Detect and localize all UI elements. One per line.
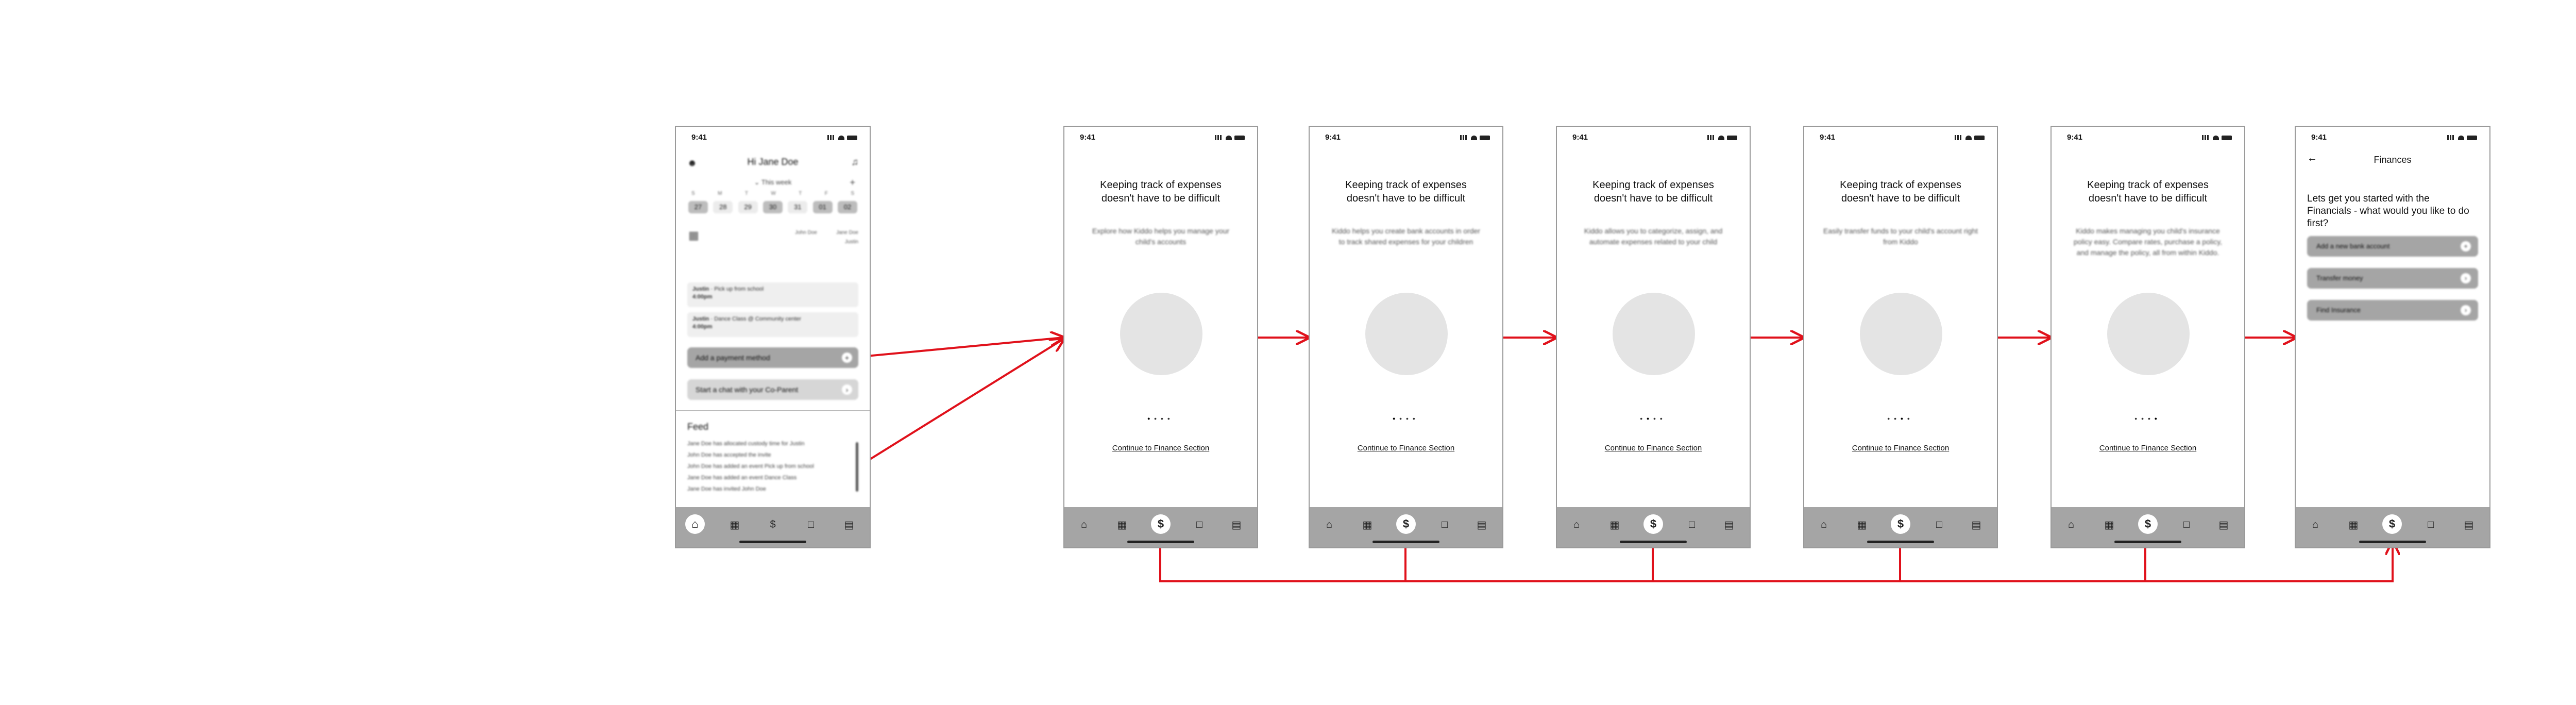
tab-bar — [2052, 507, 2244, 547]
page-dot[interactable]: • — [2134, 414, 2142, 423]
page-dot[interactable]: • — [1147, 414, 1155, 423]
tab-home[interactable]: ⌂ — [1080, 518, 1088, 530]
wifi-icon — [1965, 136, 1972, 140]
page-dot[interactable]: • — [1412, 414, 1419, 423]
tab-calendar[interactable]: ▦ — [730, 519, 740, 531]
tab-home[interactable]: ⌂ — [1820, 518, 1827, 530]
tab-messages[interactable]: □ — [1441, 518, 1448, 530]
home-indicator — [1620, 541, 1687, 543]
signal-icon — [1707, 135, 1716, 140]
page-dot[interactable]: • — [1659, 414, 1667, 423]
page-indicator — [1557, 414, 1750, 423]
onboarding-title: Keeping track of expenses doesn't have to be difficult — [1100, 179, 1222, 204]
home-indicator — [1867, 541, 1934, 543]
home-indicator — [1127, 541, 1194, 543]
page-dot[interactable]: • — [2154, 414, 2161, 423]
continue-to-finance-link[interactable]: Continue to Finance Section — [1112, 444, 1210, 452]
page-dot[interactable]: • — [1887, 414, 1894, 423]
page-dot[interactable]: • — [1154, 414, 1161, 423]
page-indicator — [1804, 414, 1997, 423]
feed-item: Jane Doe has invited John Doe — [687, 486, 766, 492]
profile-icon[interactable]: ☻ — [687, 158, 697, 168]
week-days — [688, 201, 857, 213]
onboarding-screen-1 — [1063, 126, 1258, 548]
tab-finances[interactable]: $ — [2382, 514, 2402, 534]
page-dot[interactable]: • — [1393, 414, 1400, 423]
onboarding-title: Keeping track of expenses doesn't have to be difficult — [1345, 179, 1467, 204]
status-bar — [2296, 127, 2489, 149]
tab-documents[interactable]: ▤ — [1477, 519, 1487, 531]
feed-item: John Doe has added an event Pick up from school — [687, 463, 814, 469]
status-bar — [1557, 127, 1750, 149]
status-time: 9:41 — [1820, 133, 1836, 142]
continue-to-finance-link[interactable]: Continue to Finance Section — [1852, 444, 1950, 452]
tab-finances[interactable]: $ — [1396, 514, 1416, 534]
home-indicator — [2114, 541, 2181, 543]
signal-icon — [2447, 135, 2455, 140]
wifi-icon — [838, 136, 844, 140]
status-bar — [2052, 127, 2244, 149]
greeting: Hi Jane Doe — [747, 157, 799, 167]
dashboard-header — [676, 152, 870, 172]
tab-finances[interactable]: $ — [1643, 514, 1663, 534]
status-time: 9:41 — [1080, 133, 1096, 142]
tab-bar — [2296, 507, 2489, 547]
page-dot[interactable]: • — [1907, 414, 1914, 423]
page-dot[interactable]: • — [2141, 414, 2148, 423]
illustration-placeholder — [1860, 293, 1942, 375]
add-event-icon[interactable]: + — [850, 177, 855, 188]
onboarding-description: Easily transfer funds to your child's account right from Kiddo — [1823, 227, 1978, 246]
tab-home[interactable]: ⌂ — [1326, 518, 1333, 530]
signal-icon — [1955, 135, 1963, 140]
tab-calendar[interactable]: ▦ — [1609, 519, 1620, 531]
feed-title: Feed — [687, 422, 709, 432]
tab-documents[interactable]: ▤ — [1724, 519, 1734, 531]
find-insurance-button[interactable]: Find Insurance › — [2307, 300, 2478, 321]
onboarding-screen-5 — [2050, 126, 2245, 548]
chevron-right-icon: › — [2461, 305, 2471, 315]
tab-messages[interactable]: □ — [1196, 518, 1203, 530]
tab-documents[interactable]: ▤ — [844, 519, 854, 531]
page-dot[interactable]: • — [1640, 414, 1647, 423]
week-selector[interactable]: ⌄ This week + — [754, 177, 855, 188]
wifi-icon — [1226, 136, 1232, 140]
page-indicator — [1064, 414, 1257, 423]
tab-bar — [1804, 507, 1997, 547]
home-indicator — [739, 541, 806, 543]
onboarding-screen-4 — [1803, 126, 1998, 548]
weekday-labels: S M T W T F S — [691, 191, 854, 196]
back-arrow-icon[interactable]: ← — [2307, 153, 2317, 164]
tab-documents[interactable]: ▤ — [1971, 519, 1981, 531]
onboarding-description: Kiddo allows you to categorize, assign, and automate expenses related to your child — [1584, 227, 1723, 246]
onboarding-description: Explore how Kiddo helps you manage your child's accounts — [1092, 227, 1230, 246]
dashboard-screen — [675, 126, 871, 548]
tab-calendar[interactable]: ▦ — [1117, 519, 1127, 531]
wifi-icon — [1718, 136, 1724, 140]
page-dot[interactable]: • — [1653, 414, 1660, 423]
tab-documents[interactable]: ▤ — [2218, 519, 2229, 531]
feed-list — [687, 438, 851, 495]
battery-icon — [1727, 136, 1737, 140]
illustration-placeholder — [2107, 293, 2190, 375]
plus-icon: + — [842, 352, 852, 363]
page-dot[interactable]: • — [1167, 414, 1174, 423]
status-time: 9:41 — [691, 133, 707, 142]
status-bar — [1064, 127, 1257, 149]
signal-icon — [1215, 135, 1223, 140]
battery-icon — [1234, 136, 1245, 140]
continue-to-finance-link[interactable]: Continue to Finance Section — [2099, 444, 2197, 452]
feed-item: Jane Doe has added an event Dance Class — [687, 475, 797, 481]
custody-legend: ▦ John Doe Jane Doe Justin — [688, 229, 858, 245]
tab-finances[interactable]: $ — [1151, 514, 1171, 534]
divider — [676, 410, 870, 411]
bell-icon[interactable]: ♫ — [851, 157, 858, 167]
page-dot[interactable]: • — [1161, 414, 1167, 423]
tab-home[interactable]: ⌂ — [2067, 518, 2075, 530]
feed-item: Jane Doe has allocated custody time for Justin — [687, 441, 805, 447]
tab-documents[interactable]: ▤ — [2464, 519, 2474, 531]
tab-bar — [1557, 507, 1750, 547]
status-time: 9:41 — [1325, 133, 1341, 142]
tab-bar — [1064, 507, 1257, 547]
tab-calendar[interactable]: ▦ — [1362, 519, 1372, 531]
tab-bar — [676, 507, 870, 547]
home-indicator — [1372, 541, 1439, 543]
day-cell[interactable]: 27 — [688, 201, 708, 213]
feed-scrollbar[interactable] — [856, 442, 858, 492]
day-cell[interactable]: 01 — [813, 201, 833, 213]
continue-to-finance-link[interactable]: Continue to Finance Section — [1357, 444, 1455, 452]
status-bar — [676, 127, 870, 149]
tab-messages[interactable]: □ — [2427, 518, 2434, 530]
onboarding-description: Kiddo makes managing you child's insurance policy easy. Compare rates, purchase a policy, and manage the policy, all from within Kiddo. — [2073, 227, 2223, 257]
onboarding-title: Keeping track of expenses doesn't have to be difficult — [2087, 179, 2209, 204]
plus-icon: + — [2461, 241, 2471, 251]
page-dot[interactable]: • — [1901, 414, 1907, 423]
battery-icon — [2467, 136, 2477, 140]
finances-prompt: Lets get you started with the Financials - what would you like to do first? — [2307, 193, 2469, 229]
event-card[interactable]: Justin · Pick up from school 4:00pm — [687, 282, 858, 307]
add-bank-account-button[interactable]: Add a new bank account + — [2307, 236, 2478, 257]
status-time: 9:41 — [2311, 133, 2327, 142]
page-dot[interactable]: • — [1647, 414, 1653, 423]
illustration-placeholder — [1120, 293, 1202, 375]
page-indicator — [2052, 414, 2244, 423]
tab-documents[interactable]: ▤ — [1231, 519, 1242, 531]
tab-home[interactable]: ⌂ — [685, 514, 705, 534]
battery-icon — [847, 136, 857, 140]
battery-icon — [1974, 136, 1985, 140]
arrow-payment-to-onboarding-1 — [850, 338, 1063, 358]
tab-bar — [1310, 507, 1502, 547]
chevron-right-icon: › — [2461, 273, 2471, 283]
tab-messages[interactable]: □ — [2183, 518, 2190, 530]
signal-icon — [827, 135, 836, 140]
onboarding-screen-2 — [1309, 126, 1503, 548]
tab-calendar[interactable]: ▦ — [1857, 519, 1867, 531]
signal-icon — [1460, 135, 1468, 140]
page-dot[interactable]: • — [2148, 414, 2155, 423]
day-cell[interactable]: 29 — [738, 201, 758, 213]
day-cell[interactable]: 31 — [788, 201, 807, 213]
wifi-icon — [2458, 136, 2464, 140]
illustration-placeholder — [1613, 293, 1695, 375]
status-time: 9:41 — [2067, 133, 2083, 142]
finances-screen — [2295, 126, 2490, 548]
onboarding-description: Kiddo helps you create bank accounts in order to track shared expenses for your children — [1332, 227, 1480, 246]
tab-finances[interactable]: $ — [1891, 514, 1910, 534]
page-title: Finances — [2374, 155, 2412, 165]
status-time: 9:41 — [1572, 133, 1588, 142]
battery-icon — [1480, 136, 1490, 140]
onboarding-title: Keeping track of expenses doesn't have to be difficult — [1592, 179, 1714, 204]
signal-icon — [2202, 135, 2210, 140]
tab-finances[interactable]: $ — [2138, 514, 2158, 534]
tab-messages[interactable]: □ — [807, 518, 815, 530]
page-dot[interactable]: • — [1399, 414, 1406, 423]
feed-item: John Doe has accepted the invite — [687, 452, 771, 458]
tab-calendar[interactable]: ▦ — [2104, 519, 2114, 531]
onboarding-title: Keeping track of expenses doesn't have to be difficult — [1840, 179, 1961, 204]
transfer-money-button[interactable]: Transfer money › — [2307, 268, 2478, 289]
day-cell[interactable]: 28 — [713, 201, 733, 213]
tab-home[interactable]: ⌂ — [2312, 518, 2319, 530]
tab-messages[interactable]: □ — [1688, 518, 1696, 530]
wifi-icon — [2213, 136, 2219, 140]
tab-finances[interactable]: $ — [770, 518, 776, 530]
tab-calendar[interactable]: ▦ — [2348, 519, 2359, 531]
onboarding-screen-3 — [1556, 126, 1751, 548]
tab-messages[interactable]: □ — [1936, 518, 1943, 530]
chat-coparent-button[interactable]: Start a chat with your Co-Parent › — [687, 379, 858, 400]
page-indicator — [1310, 414, 1502, 423]
day-cell[interactable]: 02 — [838, 201, 857, 213]
tab-home[interactable]: ⌂ — [1573, 518, 1580, 530]
status-bar — [1804, 127, 1997, 149]
page-dot[interactable]: • — [1406, 414, 1413, 423]
legend-chart-icon: ▦ — [688, 229, 699, 242]
illustration-placeholder — [1365, 293, 1448, 375]
status-bar — [1310, 127, 1502, 149]
chevron-right-icon: › — [842, 384, 852, 395]
page-dot[interactable]: • — [1894, 414, 1901, 423]
home-indicator — [2359, 541, 2426, 543]
continue-to-finance-link[interactable]: Continue to Finance Section — [1604, 444, 1702, 452]
battery-icon — [2222, 136, 2232, 140]
add-payment-method-button[interactable]: Add a payment method + — [687, 347, 858, 368]
event-card[interactable]: Justin · Dance Class @ Community center 4:00pm — [687, 312, 858, 337]
day-cell[interactable]: 30 — [763, 201, 783, 213]
wifi-icon — [1471, 136, 1477, 140]
